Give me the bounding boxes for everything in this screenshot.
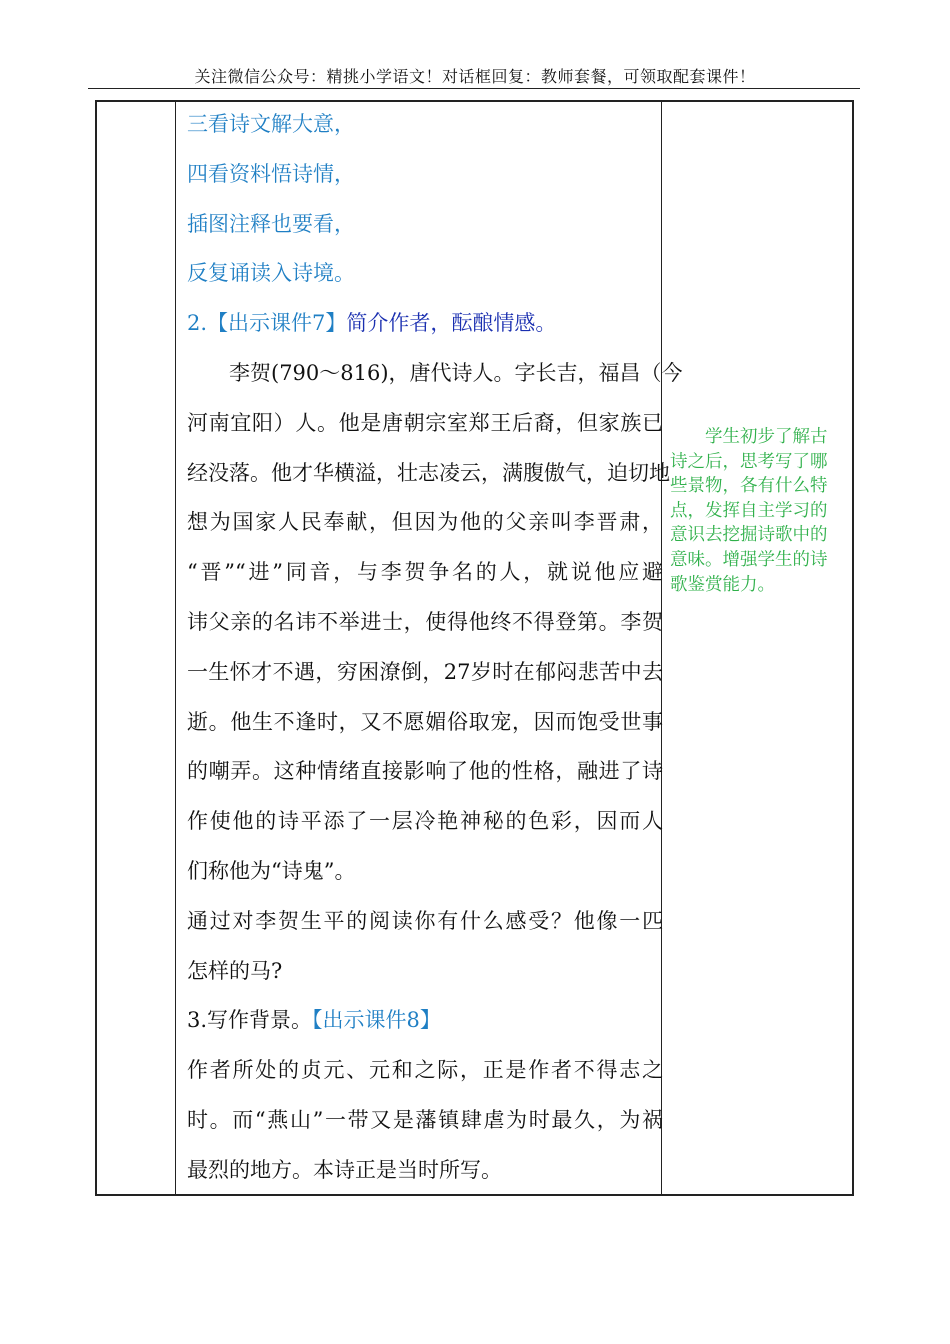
content-line: 反复诵读入诗境。 bbox=[187, 261, 355, 286]
note-line: 点，发挥自主学习的 bbox=[670, 500, 828, 521]
content-line: 们称他为“诗鬼”。 bbox=[187, 859, 356, 883]
content-line: 想为国家人民奉献，但因为他的父亲叫李晋肃， bbox=[187, 510, 663, 535]
section-number: 2. bbox=[187, 311, 208, 336]
content-line: 讳父亲的名讳不举进士，使得他终不得登第。李贺 bbox=[187, 610, 663, 634]
note-line: 歌鉴赏能力。 bbox=[670, 574, 775, 595]
header-divider bbox=[88, 88, 860, 89]
content-line: 河南宜阳）人。他是唐朝宗室郑王后裔，但家族已 bbox=[187, 410, 663, 435]
content-line: 李贺(790～816)，唐代诗人。字长吉，福昌（今 bbox=[229, 361, 683, 385]
content-line: 经没落。他才华横溢，壮志凌云，满腹傲气，迫切地 bbox=[187, 460, 670, 485]
content-line: 时。而“燕山”一带又是藩镇肆虐为时最久，为祸 bbox=[187, 1108, 663, 1132]
note-line: 意识去挖掘诗歌中的 bbox=[670, 525, 828, 546]
content-line: 通过对李贺生平的阅读你有什么感受？他像一匹 bbox=[187, 908, 663, 933]
content-line: “晋”“进”同音，与李贺争名的人，就说他应避 bbox=[187, 560, 663, 585]
content-line: 最烈的地方。本诗正是当时所写。 bbox=[187, 1157, 502, 1182]
page-header: 关注微信公众号：精挑小学语文！对话框回复：教师套餐，可领取配套课件！ bbox=[194, 67, 756, 86]
column-divider-left bbox=[175, 102, 176, 1194]
note-line: 诗之后，思考写了哪 bbox=[670, 451, 828, 472]
slide-reference: 【出示课件7】 bbox=[207, 311, 347, 336]
content-line: 三看诗文解大意， bbox=[187, 112, 355, 136]
content-line: 一生怀才不遇，穷困潦倒，27岁时在郁闷悲苦中去 bbox=[187, 659, 663, 684]
section-number: 3.写作背景。 bbox=[187, 1008, 313, 1033]
content-line: 作者所处的贞元、元和之际，正是作者不得志之 bbox=[187, 1058, 663, 1083]
content-line: 四看资料悟诗情， bbox=[187, 161, 355, 186]
content-line: 逝。他生不逢时，又不愿媚俗取宠，因而饱受世事 bbox=[187, 709, 663, 734]
note-line: 意味。增强学生的诗 bbox=[670, 549, 828, 570]
content-line bbox=[187, 1004, 441, 1034]
note-line: 些景物，各有什么特 bbox=[670, 476, 828, 497]
content-line: 作使他的诗平添了一层冷艳神秘的色彩，因而人 bbox=[187, 809, 663, 834]
design-note bbox=[670, 425, 846, 597]
column-divider-right bbox=[661, 102, 662, 1194]
slide-reference: 【出示课件8】 bbox=[312, 1008, 441, 1033]
content-line: 怎样的马? bbox=[187, 958, 283, 983]
content-line: 的嘲弄。这种情绪直接影响了他的性格，融进了诗 bbox=[187, 759, 663, 784]
content-line: 插图注释也要看， bbox=[187, 211, 355, 236]
content-line bbox=[187, 307, 556, 337]
note-line: 学生初步了解古 bbox=[670, 427, 828, 447]
section-title: 简介作者，酝酿情感。 bbox=[346, 311, 557, 336]
